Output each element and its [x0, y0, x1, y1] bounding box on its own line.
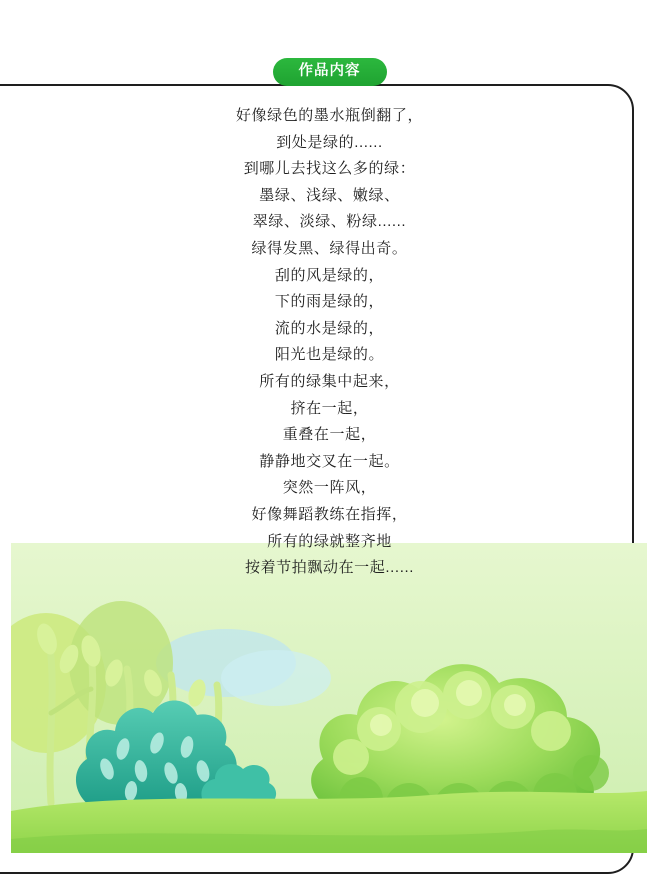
poem-line: 阳光也是绿的。	[274, 346, 385, 364]
poem-line: 绿得发黑、绿得出奇。	[251, 239, 408, 257]
poem-line: 墨绿、浅绿、嫩绿、	[259, 186, 400, 204]
poem-line: 下的雨是绿的，	[274, 293, 385, 311]
poem-line: 重叠在一起，	[282, 426, 377, 444]
poem-line: 流的水是绿的，	[274, 319, 385, 337]
poem-line: 好像舞蹈教练在指挥，	[251, 505, 408, 523]
poem-line: 按着节拍飘动在一起......	[244, 559, 414, 577]
poem-line: 刮的风是绿的，	[274, 266, 385, 284]
section-badge-wrapper	[0, 58, 659, 86]
poem-line: 好像绿色的墨水瓶倒翻了，	[235, 107, 424, 124]
green-bushes-illustration	[11, 543, 647, 853]
poem-line: 所有的绿就整齐地	[267, 532, 392, 550]
section-badge: 作品内容	[273, 58, 387, 86]
poem-line: 所有的绿集中起来，	[259, 372, 400, 390]
poem-line: 突然一阵风，	[282, 479, 377, 497]
poem-line: 翠绿、淡绿、粉绿......	[252, 213, 407, 231]
poem-line: 挤在一起，	[290, 399, 369, 417]
poem-line: 静静地交叉在一起。	[259, 452, 400, 470]
poem-line: 到处是绿的......	[276, 133, 383, 151]
poem-line: 到哪儿去找这么多的绿：	[243, 160, 416, 178]
poem-body	[0, 103, 659, 582]
